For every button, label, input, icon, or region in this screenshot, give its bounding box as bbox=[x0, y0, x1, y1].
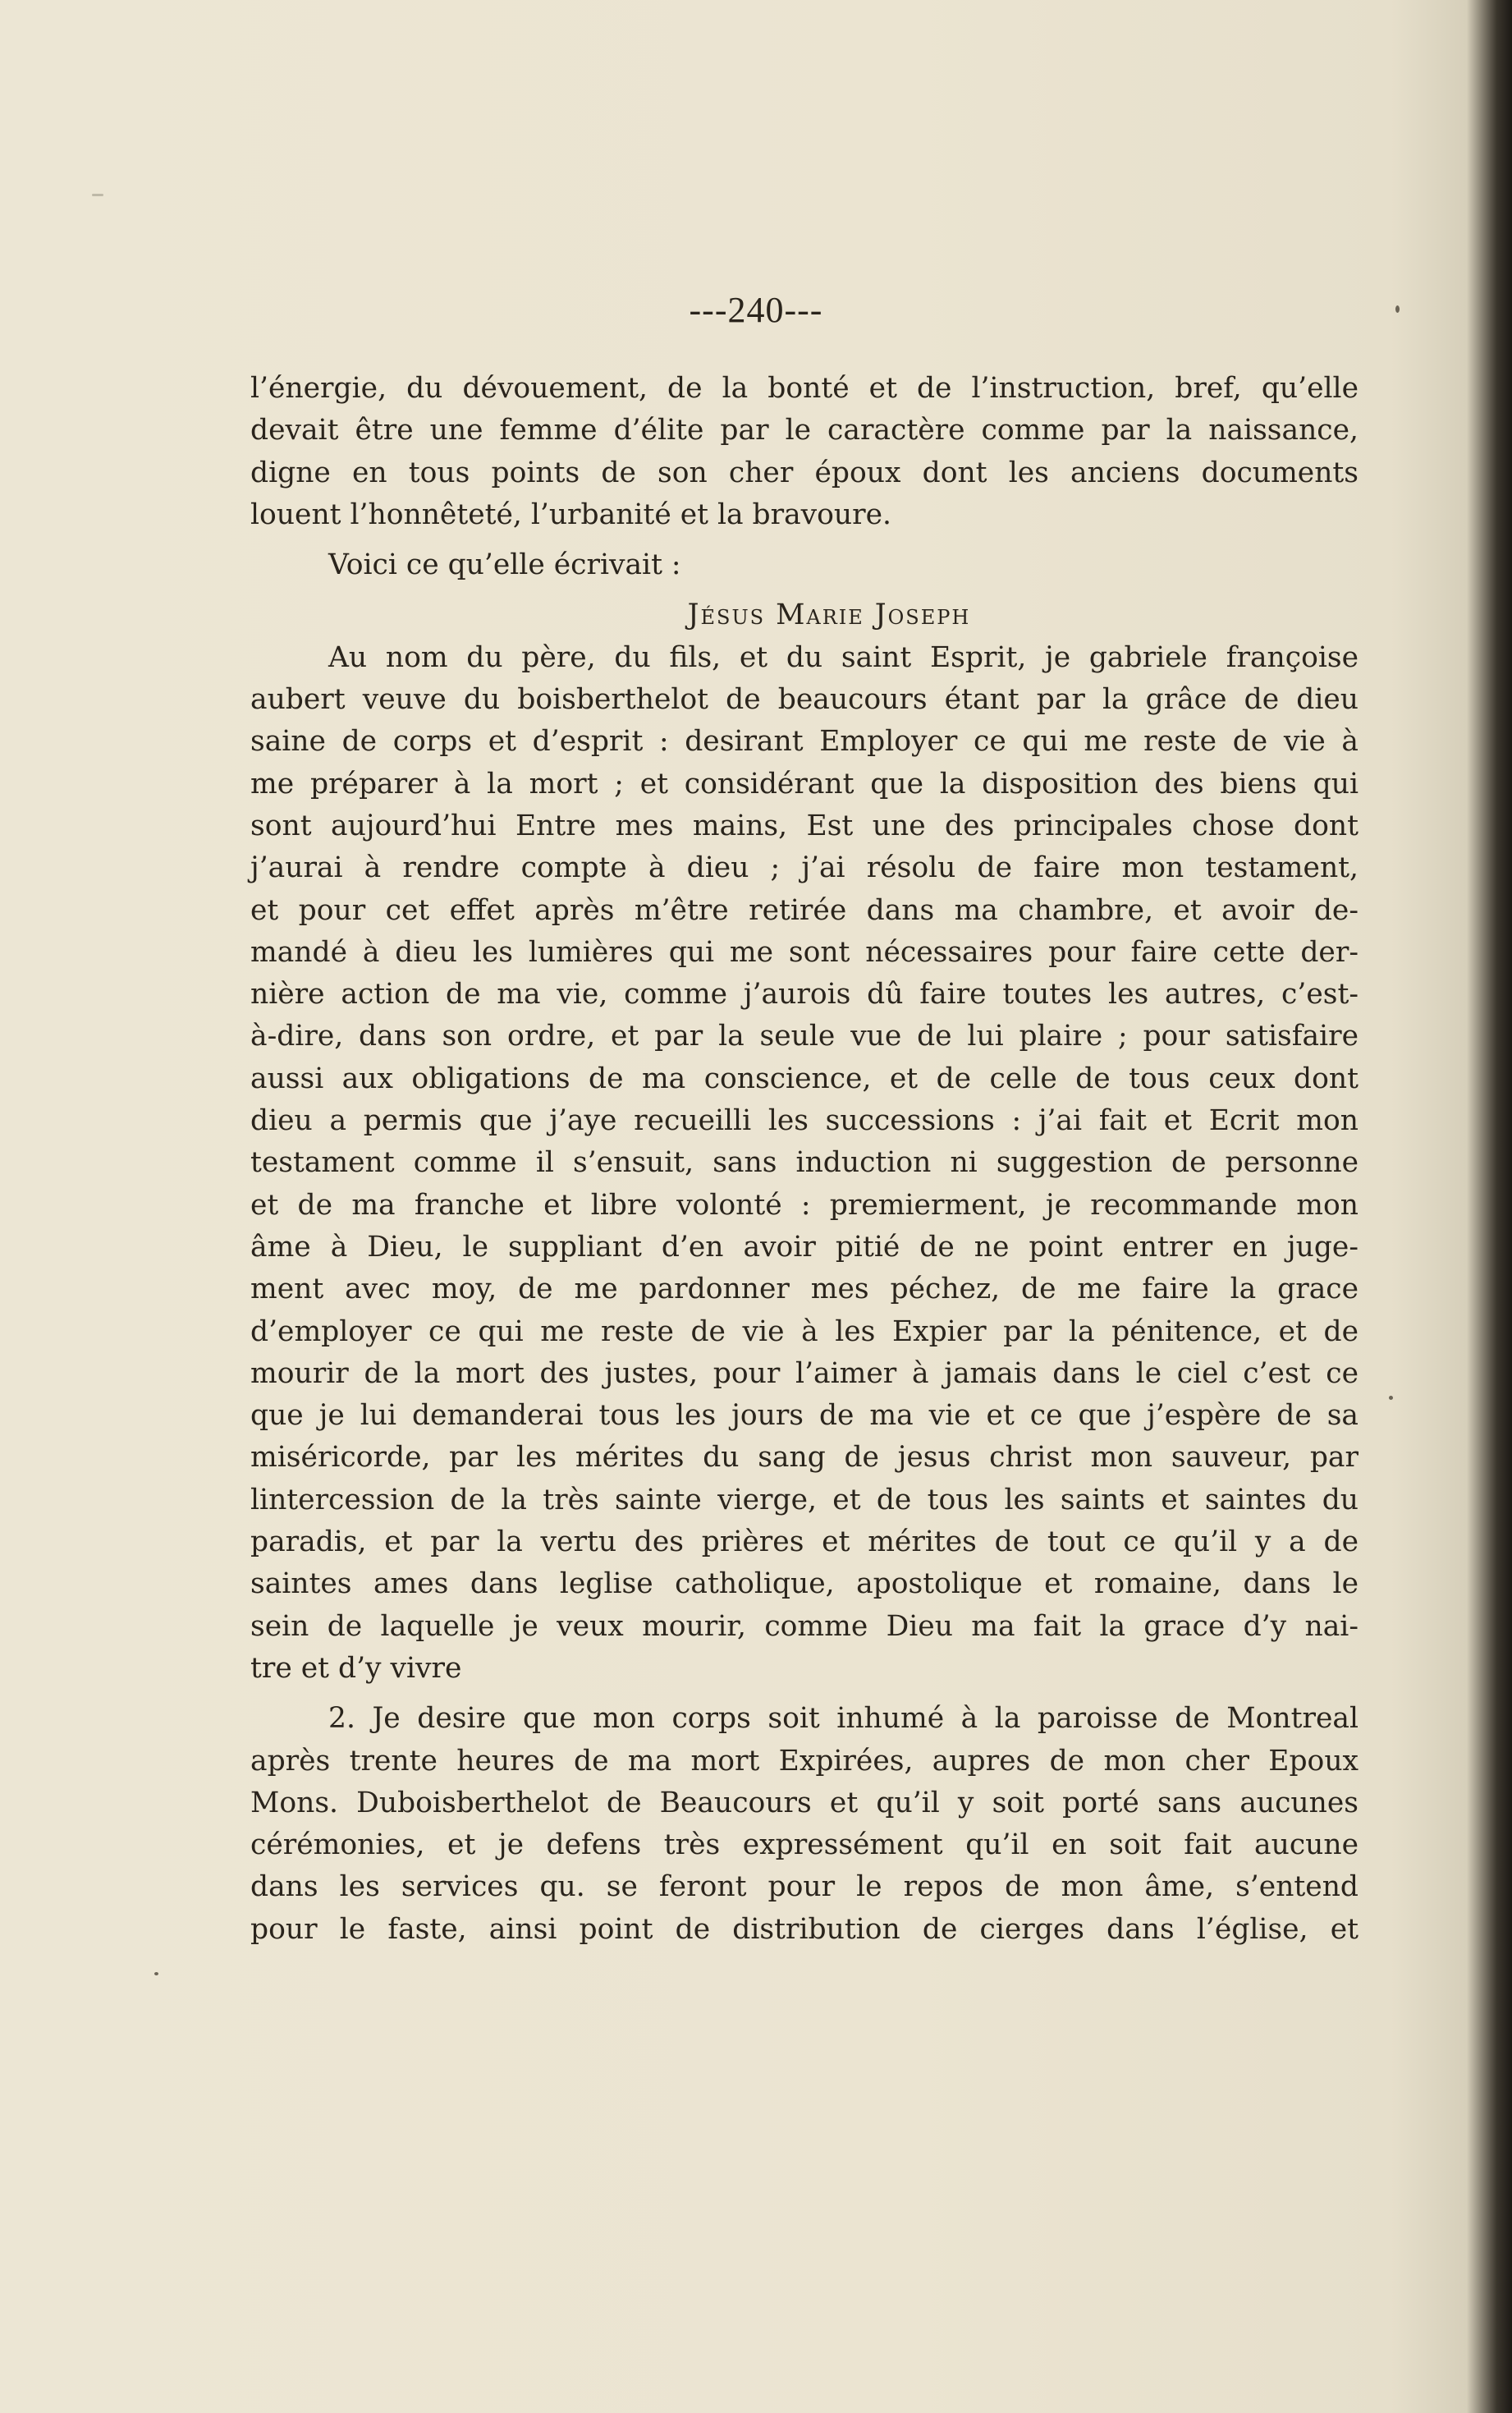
text-line: à-dire, dans son ordre, et par la seule vue de lui plaire ; pour satisfaire bbox=[250, 1020, 1359, 1053]
text-line: cérémonies, et je defens très expressément qu’il en soit fait aucune bbox=[250, 1828, 1359, 1862]
text-line: saine de corps et d’esprit : desirant Employer ce qui me reste de vie à bbox=[250, 725, 1359, 759]
text-line: Mons. Duboisberthelot de Beaucours et qu’il y soit porté sans aucunes bbox=[250, 1786, 1359, 1819]
text-line: après trente heures de ma mort Expirées, aupres de mon cher Epoux bbox=[250, 1744, 1359, 1778]
text-line: d’employer ce qui me reste de vie à les Expier par la pénitence, et de bbox=[250, 1314, 1359, 1348]
section-heading: Jésus Marie Joseph bbox=[687, 599, 971, 632]
text-line: saintes ames dans leglise catholique, apostolique et romaine, dans le bbox=[250, 1567, 1359, 1601]
text-line: mourir de la mort des justes, pour l’aimer à jamais dans le ciel c’est ce bbox=[250, 1356, 1359, 1390]
page-number: ---240--- bbox=[689, 290, 823, 330]
body-text bbox=[250, 368, 1359, 1951]
text-line: aubert veuve du boisberthelot de beaucours étant par la grâce de dieu bbox=[250, 683, 1359, 717]
paragraph-gap bbox=[250, 536, 1359, 544]
text-line: âme à Dieu, le suppliant d’en avoir pitié de ne point entrer en juge- bbox=[250, 1230, 1359, 1264]
text-line: que je lui demanderai tous les jours de ma vie et ce que j’espère de sa bbox=[250, 1399, 1359, 1433]
text-line: mandé à dieu les lumières qui me sont nécessaires pour faire cette der- bbox=[250, 935, 1359, 969]
paragraph-gap bbox=[250, 586, 1359, 594]
paragraph-gap bbox=[250, 1690, 1359, 1698]
text-line: ment avec moy, de me pardonner mes péchez, de me faire la grace bbox=[250, 1273, 1359, 1306]
text-line: devait être une femme d’élite par le caractère comme par la naissance, bbox=[250, 414, 1359, 447]
text-line: 2. Je desire que mon corps soit inhumé à la paroisse de Montreal bbox=[328, 1702, 1359, 1736]
text-line: j’aurai à rendre compte à dieu ; j’ai résolu de faire mon testament, bbox=[250, 851, 1359, 885]
paragraph-2 bbox=[250, 544, 1359, 586]
text-line: me préparer à la mort ; et considérant que la disposition des biens qui bbox=[250, 767, 1359, 801]
text-line: aussi aux obligations de ma conscience, et de celle de tous ceux dont bbox=[250, 1062, 1359, 1095]
text-line: sont aujourd’hui Entre mes mains, Est une des principales chose dont bbox=[250, 809, 1359, 842]
text-line: dieu a permis que j’aye recueilli les successions : j’ai fait et Ecrit mon bbox=[250, 1104, 1359, 1138]
text-line: et pour cet effet après m’être retirée dans ma chambre, et avoir de- bbox=[250, 893, 1359, 927]
text-line: Au nom du père, du fils, et du saint Esprit, je gabriele françoise bbox=[328, 640, 1359, 674]
text-line: paradis, et par la vertu des prières et mérites de tout ce qu’il y a de bbox=[250, 1525, 1359, 1559]
ink-speck bbox=[1395, 305, 1400, 313]
ink-speck bbox=[1389, 1396, 1393, 1400]
text-line: testament comme il s’ensuit, sans induction ni suggestion de personne bbox=[250, 1146, 1359, 1180]
text-line: digne en tous points de son cher époux dont les anciens documents bbox=[250, 456, 1359, 489]
text-line: sein de laquelle je veux mourir, comme Dieu ma fait la grace d’y nai- bbox=[250, 1609, 1359, 1643]
text-line: tre et d’y vivre bbox=[250, 1651, 462, 1685]
paragraph-1 bbox=[250, 368, 1359, 536]
paragraph-testament bbox=[250, 637, 1359, 1690]
text-line: lintercession de la très sainte vierge, et de tous les saints et saintes du bbox=[250, 1483, 1359, 1516]
text-line: miséricorde, par les mérites du sang de jesus christ mon sauveur, par bbox=[250, 1441, 1359, 1475]
text-line: dans les services qu. se feront pour le repos de mon âme, s’entend bbox=[250, 1870, 1359, 1904]
ink-speck bbox=[154, 1972, 158, 1975]
text-line: l’énergie, du dévouement, de la bonté et de l’instruction, bref, qu’elle bbox=[250, 372, 1359, 405]
text-line: et de ma franche et libre volonté : premierment, je recommande mon bbox=[250, 1188, 1359, 1222]
paragraph-article-2 bbox=[250, 1698, 1359, 1951]
ink-speck bbox=[92, 194, 103, 196]
text-line: nière action de ma vie, comme j’aurois dû faire toutes les autres, c’est- bbox=[250, 978, 1359, 1012]
text-line: Voici ce qu’elle écrivait : bbox=[328, 548, 681, 582]
text-line: pour le faste, ainsi point de distribution de cierges dans l’église, et bbox=[250, 1912, 1359, 1946]
text-line: louent l’honnêteté, l’urbanité et la bravoure. bbox=[250, 498, 892, 531]
